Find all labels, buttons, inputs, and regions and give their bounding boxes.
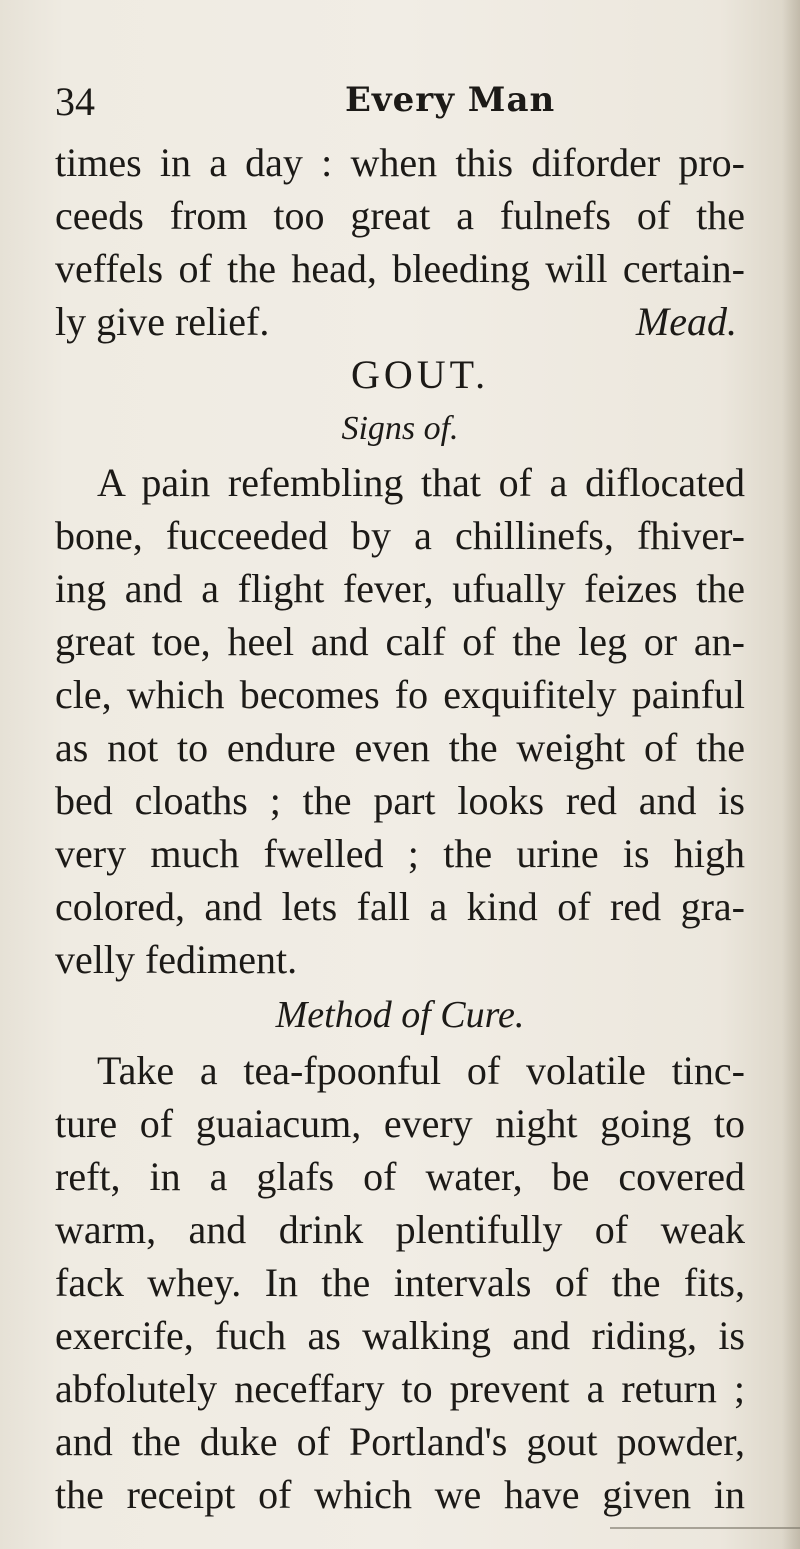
page-header bbox=[55, 78, 735, 128]
text-line: bed cloaths ; the part looks red and is bbox=[55, 778, 745, 823]
text-line: A pain refembling that of a diflocated bbox=[97, 460, 745, 505]
text-line: exercife, fuch as walking and riding, is bbox=[55, 1313, 745, 1358]
page-number: 34 bbox=[55, 79, 95, 124]
text-line: colored, and lets fall a kind of red gra- bbox=[55, 884, 745, 929]
text-line: veffels of the head, bleeding will certain- bbox=[55, 246, 745, 291]
text-line: and the duke of Portland's gout powder, bbox=[55, 1419, 745, 1464]
text-line: ly give relief. bbox=[55, 299, 270, 344]
cure-heading: Method of Cure. bbox=[275, 994, 525, 1036]
section-title: GOUT. bbox=[350, 352, 490, 397]
text-line: velly fediment. bbox=[55, 937, 298, 982]
text-line: times in a day : when this diforder pro- bbox=[55, 140, 745, 185]
page-edge-shadow bbox=[782, 0, 800, 1549]
text-line: abfolutely neceffary to prevent a return ; bbox=[55, 1366, 745, 1411]
text-line: ture of guaiacum, every night going to bbox=[55, 1101, 745, 1146]
text-line: ceeds from too great a fulnefs of the bbox=[55, 193, 745, 238]
text-line: reft, in a glafs of water, be covered bbox=[55, 1154, 745, 1199]
text-line: the receipt of which we have given in bbox=[55, 1472, 745, 1517]
text-line-with-signature bbox=[55, 295, 745, 348]
running-head: Every Man bbox=[345, 80, 556, 120]
text-line: as not to endure even the weight of the bbox=[55, 725, 745, 770]
signs-heading: Signs of. bbox=[341, 410, 459, 447]
text-line: great toe, heel and calf of the leg or an- bbox=[55, 619, 745, 664]
text-line: cle, which becomes fo exquifitely painful bbox=[55, 672, 745, 717]
text-line: fack whey. In the intervals of the fits, bbox=[55, 1260, 745, 1305]
page-body bbox=[55, 136, 745, 1521]
author-signature: Mead. bbox=[635, 299, 737, 344]
text-line: very much fwelled ; the urine is high bbox=[55, 831, 745, 876]
text-line: warm, and drink plentifully of weak bbox=[55, 1207, 745, 1252]
text-line: ing and a flight fever, ufually feizes the bbox=[55, 566, 745, 611]
bottom-rule bbox=[610, 1527, 800, 1529]
text-line: Take a tea-fpoonful of volatile tinc- bbox=[97, 1048, 745, 1093]
text-line: bone, fucceeded by a chillinefs, fhiver- bbox=[55, 513, 745, 558]
